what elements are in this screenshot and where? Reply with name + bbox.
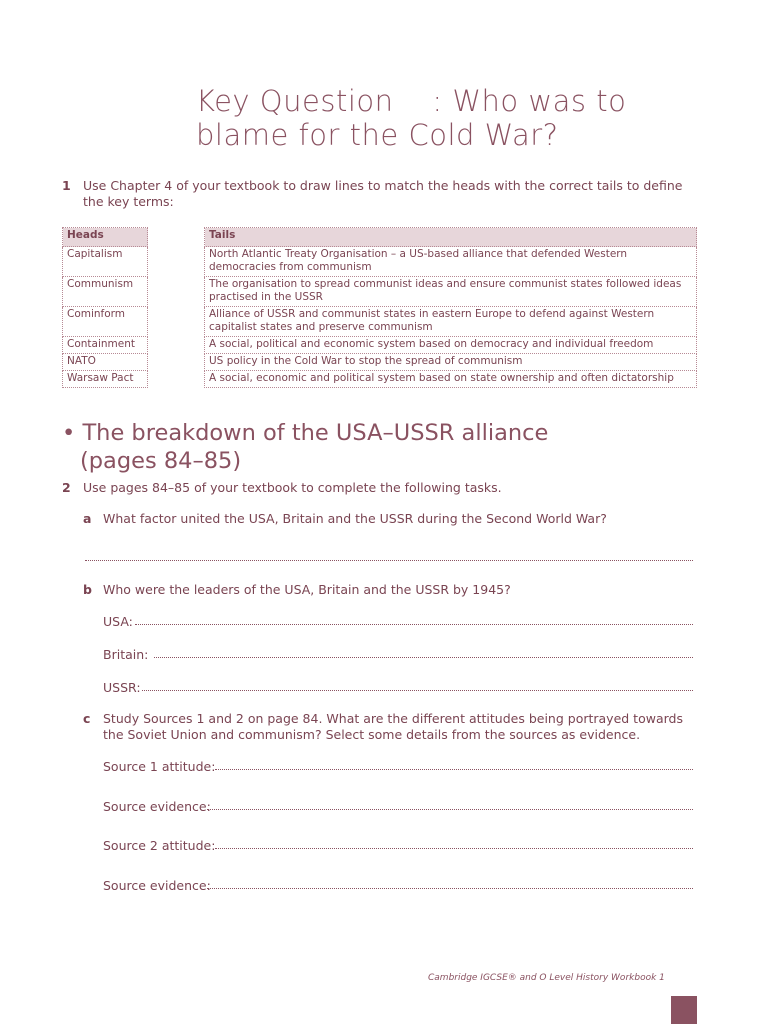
- question-2-text: Use pages 84–85 of your textbook to complete the following tasks.: [83, 480, 502, 495]
- section-heading: [62, 421, 548, 446]
- head-item: NATO: [63, 354, 148, 371]
- britain-label: Britain:: [103, 647, 149, 662]
- usa-label: USA:: [103, 614, 133, 629]
- answer-line-ussr[interactable]: [142, 690, 693, 691]
- tails-header: Tails: [205, 228, 697, 247]
- tail-item: US policy in the Cold War to stop the spread of communism: [205, 354, 697, 371]
- question-2a-text: What factor united the USA, Britain and the USSR during the Second World War?: [103, 511, 607, 526]
- heads-table: [62, 227, 148, 388]
- answer-line-source-2-evidence[interactable]: [207, 888, 693, 889]
- answer-line-britain[interactable]: [154, 657, 693, 658]
- question-2c-text: Study Sources 1 and 2 on page 84. What are the different attitudes being portrayed towards the Soviet Union and communism? Select some details from the sources as evidence.: [103, 711, 683, 742]
- question-2-number: 2: [62, 480, 71, 495]
- page-corner-tab: [671, 996, 697, 1024]
- section-bullet: •: [62, 420, 76, 446]
- page-title-line-2: blame for the Cold War?: [196, 118, 559, 152]
- head-item: Warsaw Pact: [63, 371, 148, 388]
- source-2-attitude-label: Source 2 attitude:: [103, 838, 216, 853]
- heads-header: Heads: [63, 228, 148, 247]
- source-1-evidence-label: Source evidence:: [103, 799, 211, 814]
- question-1-text: Use Chapter 4 of your textbook to draw lines to match the heads with the correct tails to define the key terms:: [83, 178, 683, 209]
- answer-line-source-1-evidence[interactable]: [207, 809, 693, 810]
- section-heading-line-1: The breakdown of the USA–USSR alliance: [82, 420, 549, 446]
- question-2b-text: Who were the leaders of the USA, Britain and the USSR by 1945?: [103, 582, 511, 597]
- answer-line-2a[interactable]: [85, 560, 693, 561]
- answer-line-usa[interactable]: [135, 624, 693, 625]
- tail-item: A social, economic and political system based on state ownership and often dictatorship: [205, 371, 697, 388]
- question-1-number: 1: [62, 178, 71, 193]
- question-2b-letter: b: [83, 582, 92, 597]
- footer-text: Cambridge IGCSE® and O Level History Workbook 1: [428, 973, 665, 983]
- tail-item: A social, political and economic system based on democracy and individual freedom: [205, 337, 697, 354]
- head-item: Capitalism: [63, 247, 148, 277]
- answer-line-source-2-attitude[interactable]: [215, 848, 693, 849]
- head-item: Containment: [63, 337, 148, 354]
- question-2c-letter: c: [83, 711, 91, 726]
- tail-item: The organisation to spread communist ideas and ensure communist states followed ideas practised in the USSR: [205, 277, 697, 307]
- source-1-attitude-label: Source 1 attitude:: [103, 759, 216, 774]
- answer-line-source-1-attitude[interactable]: [215, 769, 693, 770]
- section-heading-line-2: (pages 84–85): [80, 448, 242, 474]
- source-2-evidence-label: Source evidence:: [103, 878, 211, 893]
- tail-item: Alliance of USSR and communist states in eastern Europe to defend against Western capitalist states and preserve communism: [205, 307, 697, 337]
- head-item: Cominform: [63, 307, 148, 337]
- question-2a-letter: a: [83, 511, 92, 526]
- page-title-line-1: Key Question : Who was to: [196, 84, 627, 118]
- tails-table: [204, 227, 697, 388]
- head-item: Communism: [63, 277, 148, 307]
- tail-item: North Atlantic Treaty Organisation – a US-based alliance that defended Western democracies from communism: [205, 247, 697, 277]
- ussr-label: USSR:: [103, 680, 141, 695]
